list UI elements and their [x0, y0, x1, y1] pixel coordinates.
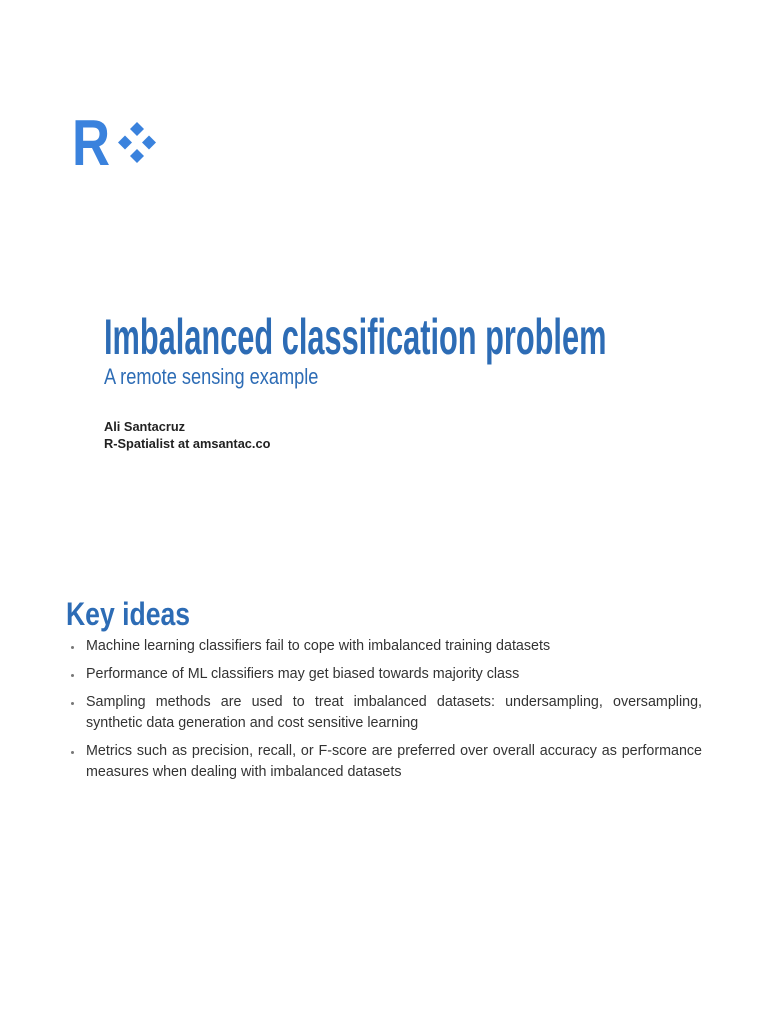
diamond-cluster-icon	[116, 120, 158, 165]
bullet-icon	[71, 702, 74, 705]
key-idea-text: Machine learning classifiers fail to cope with imbalanced training datasets	[86, 638, 551, 654]
section-heading: Key ideas	[66, 596, 191, 632]
author-name: Ali Santacruz	[104, 419, 186, 434]
key-idea-item	[66, 636, 702, 657]
key-idea-text: Sampling methods are used to treat imbalanced datasets: undersampling, oversampling, synthetic data generation and cost sensitive learning	[86, 694, 702, 731]
bullet-icon	[71, 674, 74, 677]
key-idea-item	[66, 692, 702, 734]
bullet-icon	[71, 646, 74, 649]
logo-letter: R	[72, 106, 111, 179]
key-idea-text: Performance of ML classifiers may get biased towards majority class	[86, 666, 520, 682]
key-idea-item	[66, 664, 702, 685]
diamond-shape-right	[142, 136, 156, 150]
key-ideas-list	[66, 636, 702, 790]
bullet-icon	[71, 751, 74, 754]
key-idea-text: Metrics such as precision, recall, or F-score are preferred over overall accuracy as performance measures when dealing with imbalanced datasets	[86, 743, 702, 780]
author-block	[104, 418, 270, 452]
author-affiliation: R-Spatialist at amsantac.co	[104, 436, 271, 451]
slide-title: Imbalanced classification problem	[104, 309, 607, 365]
key-idea-item	[66, 741, 702, 783]
diamond-shape-left	[118, 136, 132, 150]
slide-subtitle: A remote sensing example	[104, 364, 319, 389]
diamond-shape-top	[130, 122, 144, 136]
diamond-shape-bottom	[130, 149, 144, 163]
